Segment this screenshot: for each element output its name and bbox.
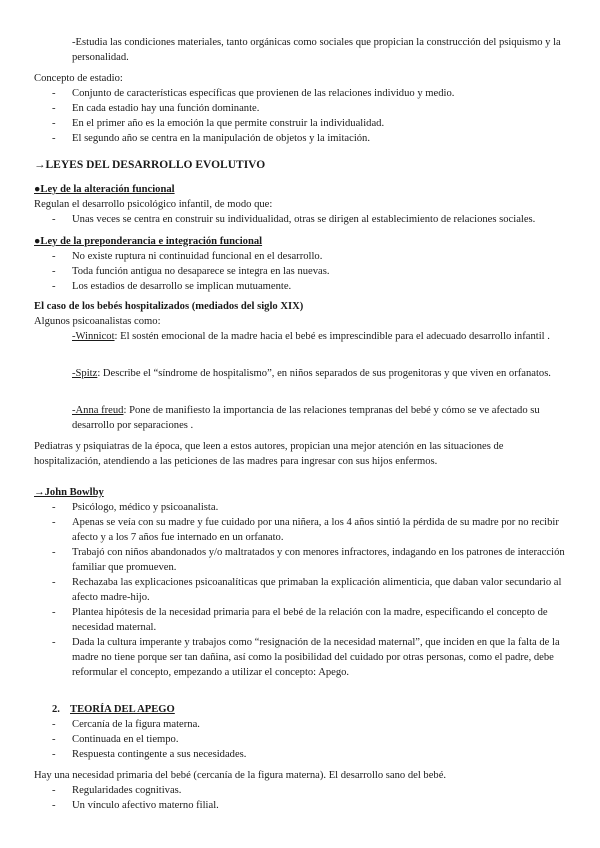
- list-item: - Apenas se veía con su madre y fue cuidado por una niñera, a los 4 años sintió la pérdida de su madre por no recibir afecto y a los 7 años fue internado en un orfanato.: [34, 515, 566, 545]
- ley1-text: Regulan el desarrollo psicológico infantil, de modo que:: [34, 199, 273, 210]
- list-item: - Plantea hipótesis de la necesidad primaria para el bebé de la relación con la madre, especificando el concepto de necesidad maternal.: [34, 605, 566, 635]
- ley1-list: [34, 212, 566, 227]
- estadio-list: [34, 86, 566, 146]
- author-name: -Spitz: [72, 368, 98, 379]
- bebes-title: El caso de los bebés hospitalizados (mediados del siglo XIX): [34, 301, 304, 312]
- apego-text: Hay una necesidad primaria del bebé (cercanía de la figura materna). El desarrollo sano del bebé.: [34, 770, 447, 781]
- list-item: - Continuada en el tiempo.: [34, 732, 566, 747]
- author-name: -Anna freud: [72, 405, 124, 416]
- author-desc: : Describe el “síndrome de hospitalismo”, en niños separados de sus progenitoras y que viven en orfanatos.: [97, 368, 551, 379]
- intro-paragraph: -Estudia las condiciones materiales, tanto orgánicas como sociales que propician la construcción del psiquismo y la personalidad.: [72, 37, 561, 63]
- list-item: - Cercanía de la figura materna.: [34, 717, 566, 732]
- ley1-section: [34, 182, 566, 227]
- list-item: - Los estadios de desarrollo se implican mutuamente.: [34, 279, 566, 294]
- list-item: - En el primer año es la emoción la que permite construir la individualidad.: [34, 116, 566, 131]
- list-item: - Unas veces se centra en construir su individualidad, otras se dirigen al establecimiento de relaciones sociales.: [34, 212, 566, 227]
- list-item: - No existe ruptura ni continuidad funcional en el desarrollo.: [34, 249, 566, 264]
- bebes-text: Algunos psicoanalistas como:: [34, 316, 161, 327]
- apego-heading: [34, 702, 566, 717]
- list-item: - Dada la cultura imperante y trabajos como “resignación de la necesidad maternal”, que inciden en que la falta de la madre no tiene porque ser tan dañina, así como la posibilidad del cuidado por otras personas, como el padre, debe reformular el concepto, empezando a utilizar el concepto: Apego.: [34, 635, 566, 680]
- author-winnicot: [72, 329, 566, 344]
- author-anna-freud: [72, 403, 566, 433]
- author-desc: : El sostén emocional de la madre hacia el bebé es imprescindible para el adecuado desarrollo infantil .: [114, 331, 550, 342]
- ley2-section: [34, 234, 566, 294]
- ley1-title: ●Ley de la alteración funcional: [34, 184, 175, 195]
- ley2-title: ●Ley de la preponderancia e integración funcional: [34, 236, 263, 247]
- list-item: - Conjunto de características específicas que provienen de las relaciones individuo y medio.: [34, 86, 566, 101]
- bowlby-list: [34, 500, 566, 680]
- apego-list: [34, 717, 566, 762]
- estadio-title: Concepto de estadio:: [34, 73, 123, 84]
- author-name: -Winnicot: [72, 331, 115, 342]
- apego-list-2: [34, 783, 566, 813]
- author-desc: : Pone de manifiesto la importancia de las relaciones tempranas del bebé y cómo se ve afectado su desarrollo por separaciones .: [72, 405, 540, 431]
- estadio-section: [34, 71, 566, 146]
- section-number: 2.: [52, 704, 60, 715]
- list-item: - Toda función antigua no desaparece se integra en las nuevas.: [34, 264, 566, 279]
- list-item: - Rechazaba las explicaciones psicoanalíticas que primaban la explicación alimenticia, que daban valor secundario al afecto madre-hijo.: [34, 575, 566, 605]
- list-item: - El segundo año se centra en la manipulación de objetos y la imitación.: [34, 131, 566, 146]
- list-item: - Trabajó con niños abandonados y/o maltratados y con menores infractores, indagando en los patrones de interacción familiar que promueven.: [34, 545, 566, 575]
- list-item: - Un vínculo afectivo materno filial.: [34, 798, 566, 813]
- ley2-list: [34, 249, 566, 294]
- list-item: - Regularidades cognitivas.: [34, 783, 566, 798]
- list-item: - Psicólogo, médico y psicoanalista.: [34, 500, 566, 515]
- bebes-conclusion: Pediatras y psiquiatras de la época, que leen a estos autores, propician una mejor atención en las situaciones de hospitalización, atendiendo a las peticiones de las madres para ingresar con sus hijos enfermos.: [34, 441, 504, 467]
- list-item: - Respuesta contingente a sus necesidades.: [34, 747, 566, 762]
- bowlby-section: [34, 485, 566, 680]
- author-spitz: [72, 366, 566, 381]
- bowlby-title: →John Bowlby: [34, 487, 104, 498]
- leyes-heading: →LEYES DEL DESARROLLO EVOLUTIVO: [34, 159, 266, 171]
- apego-section: [34, 717, 566, 813]
- list-item: - En cada estadio hay una función dominante.: [34, 101, 566, 116]
- section-title: TEORÍA DEL APEGO: [70, 704, 175, 715]
